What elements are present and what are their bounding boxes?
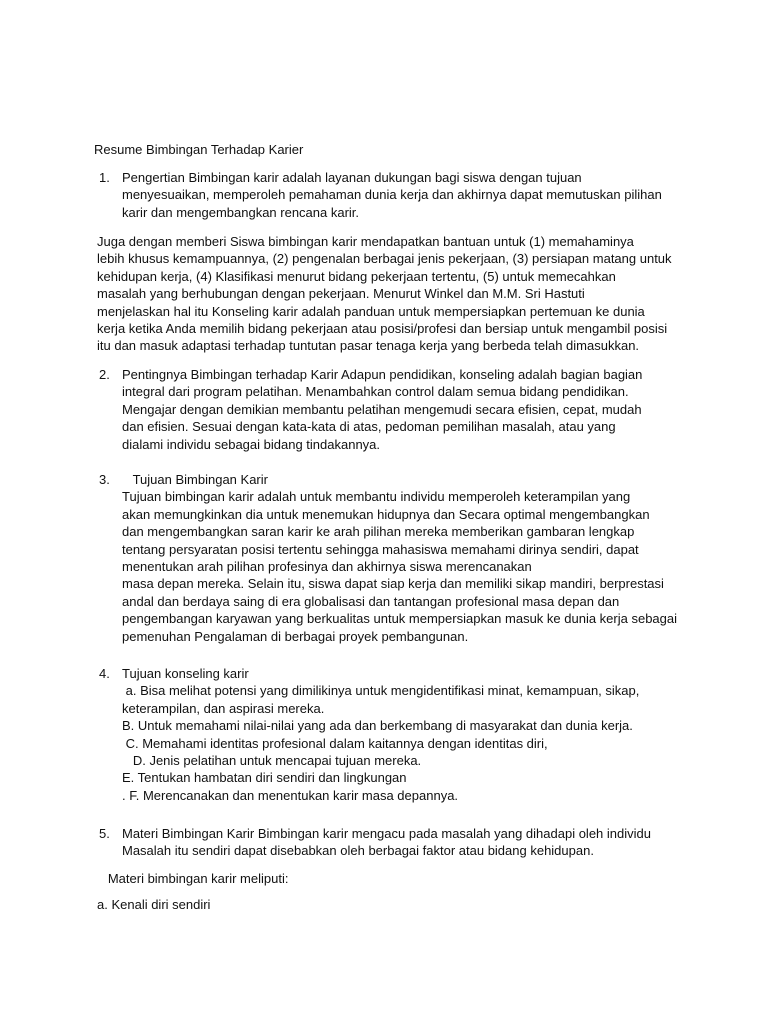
list-item: E. Tentukan hambatan diri sendiri dan lingkungan (122, 770, 407, 786)
item-5-text (122, 825, 668, 860)
text-line: andal dan berdaya saing di era globalisasi dan tantangan profesional masa depan dan (122, 593, 620, 609)
text-line: Masalah itu sendiri dapat disebabkan oleh berbagai faktor atau bidang kehidupan. (122, 843, 594, 859)
text-line: Juga dengan memberi Siswa bimbingan karir mendapatkan bantuan untuk (1) memahaminya (97, 234, 634, 249)
text-line: pemenuhan Pengalaman di berbagai proyek pembangunan. (122, 628, 469, 644)
item-2-number: 2. (99, 367, 110, 382)
text-line: masalah yang berhubungan dengan pekerjaan. Menurut Winkel dan M.M. Sri Hastuti (97, 286, 585, 302)
text-line: karir dan mengembangkan rencana karir. (122, 204, 360, 220)
text-line: Pengertian Bimbingan karir adalah layanan dukungan bagi siswa dengan tujuan (122, 170, 582, 185)
paragraph-1 (97, 233, 671, 355)
text-line: masa depan mereka. Selain itu, siswa dapat siap kerja dan memiliki sikap mandiri, berprestasi (122, 576, 664, 592)
text-line: itu dan masuk adaptasi terhadap tuntutan pasar tenaga kerja yang berbeda telah dimasukkan. (97, 338, 640, 354)
item-4-heading: Tujuan konseling karir (122, 666, 249, 681)
text-line: menentukan arah pilihan profesinya dan akhirnya siswa merencanakan (122, 559, 532, 575)
text-line: Tujuan bimbingan karir adalah untuk membantu individu memperoleh keterampilan yang (122, 489, 631, 505)
materi-heading: Materi bimbingan karir meliputi: (97, 871, 289, 886)
text-line: Mengajar dengan demikian membantu pelatihan mengemudi secara efisien, cepat, mudah (122, 401, 642, 417)
item-4-number: 4. (99, 666, 110, 681)
item-3-number: 3. (99, 472, 110, 487)
text-line: kerja ketika Anda memilih bidang pekerjaan atau posisi/profesi dan bersiap untuk mengambil posisi (97, 321, 668, 337)
list-item: C. Memahami identitas profesional dalam kaitannya dengan identitas diri, (122, 735, 548, 751)
item-2-text (122, 366, 668, 453)
item-3-heading: Tujuan Bimbingan Karir (122, 472, 268, 487)
list-item: . F. Merencanakan dan menentukan karir masa depannya. (122, 787, 459, 803)
item-1-number: 1. (99, 170, 110, 185)
text-line: dan mengembangkan saran karir ke arah pilihan mereka memberikan gambaran lengkap (122, 524, 635, 540)
text-line: dialami individu sebagai bidang tindakannya. (122, 436, 381, 452)
text-line: dan efisien. Sesuai dengan kata-kata di atas, pedoman pemilihan masalah, atau yang (122, 419, 616, 435)
text-line: Materi Bimbingan Karir Bimbingan karir mengacu pada masalah yang dihadapi oleh individu (122, 826, 651, 841)
item-5-number: 5. (99, 826, 110, 841)
text-line: menyesuaikan, memperoleh pemahaman dunia kerja dan akhirnya dapat memutuskan pilihan (122, 187, 662, 203)
item-1-text (122, 169, 668, 221)
item-4-text (122, 665, 668, 804)
text-line: kehidupan kerja, (4) Klasifikasi menurut bidang pekerjaan tertentu, (5) untuk memecahkan (97, 268, 616, 284)
item-3-text (122, 471, 678, 645)
text-line: integral dari program pelatihan. Menambahkan control dalam semua bidang pendidikan. (122, 384, 629, 400)
text-line: tentang persyaratan posisi tertentu sehingga mahasiswa memahami dirinya sendiri, dapat (122, 541, 639, 557)
list-item: a. Bisa melihat potensi yang dimilikinya untuk mengidentifikasi minat, kemampuan, sikap, (122, 683, 640, 699)
text-line: menjelaskan hal itu Konseling karir adalah panduan untuk mempersiapkan pertemuan ke dunia (97, 303, 645, 319)
materi-item-a: a. Kenali diri sendiri (97, 897, 211, 912)
list-item: keterampilan, dan aspirasi mereka. (122, 700, 325, 716)
text-line: akan memungkinkan dia untuk menemukan hidupnya dan Secara optimal mengembangkan (122, 506, 650, 522)
list-item: B. Untuk memahami nilai-nilai yang ada dan berkembang di masyarakat dan dunia kerja. (122, 718, 633, 734)
text-line: pengembangan karyawan yang berkualitas untuk mempersiapkan masuk ke dunia kerja sebagai (122, 611, 678, 627)
text-line: lebih khusus kemampuannya, (2) pengenalan berbagai jenis pekerjaan, (3) persiapan matang untuk (97, 251, 672, 267)
text-line: Pentingnya Bimbingan terhadap Karir Adapun pendidikan, konseling adalah bagian bagian (122, 367, 643, 382)
list-item: D. Jenis pelatihan untuk mencapai tujuan mereka. (122, 753, 422, 769)
document-title: Resume Bimbingan Terhadap Karier (94, 142, 304, 157)
